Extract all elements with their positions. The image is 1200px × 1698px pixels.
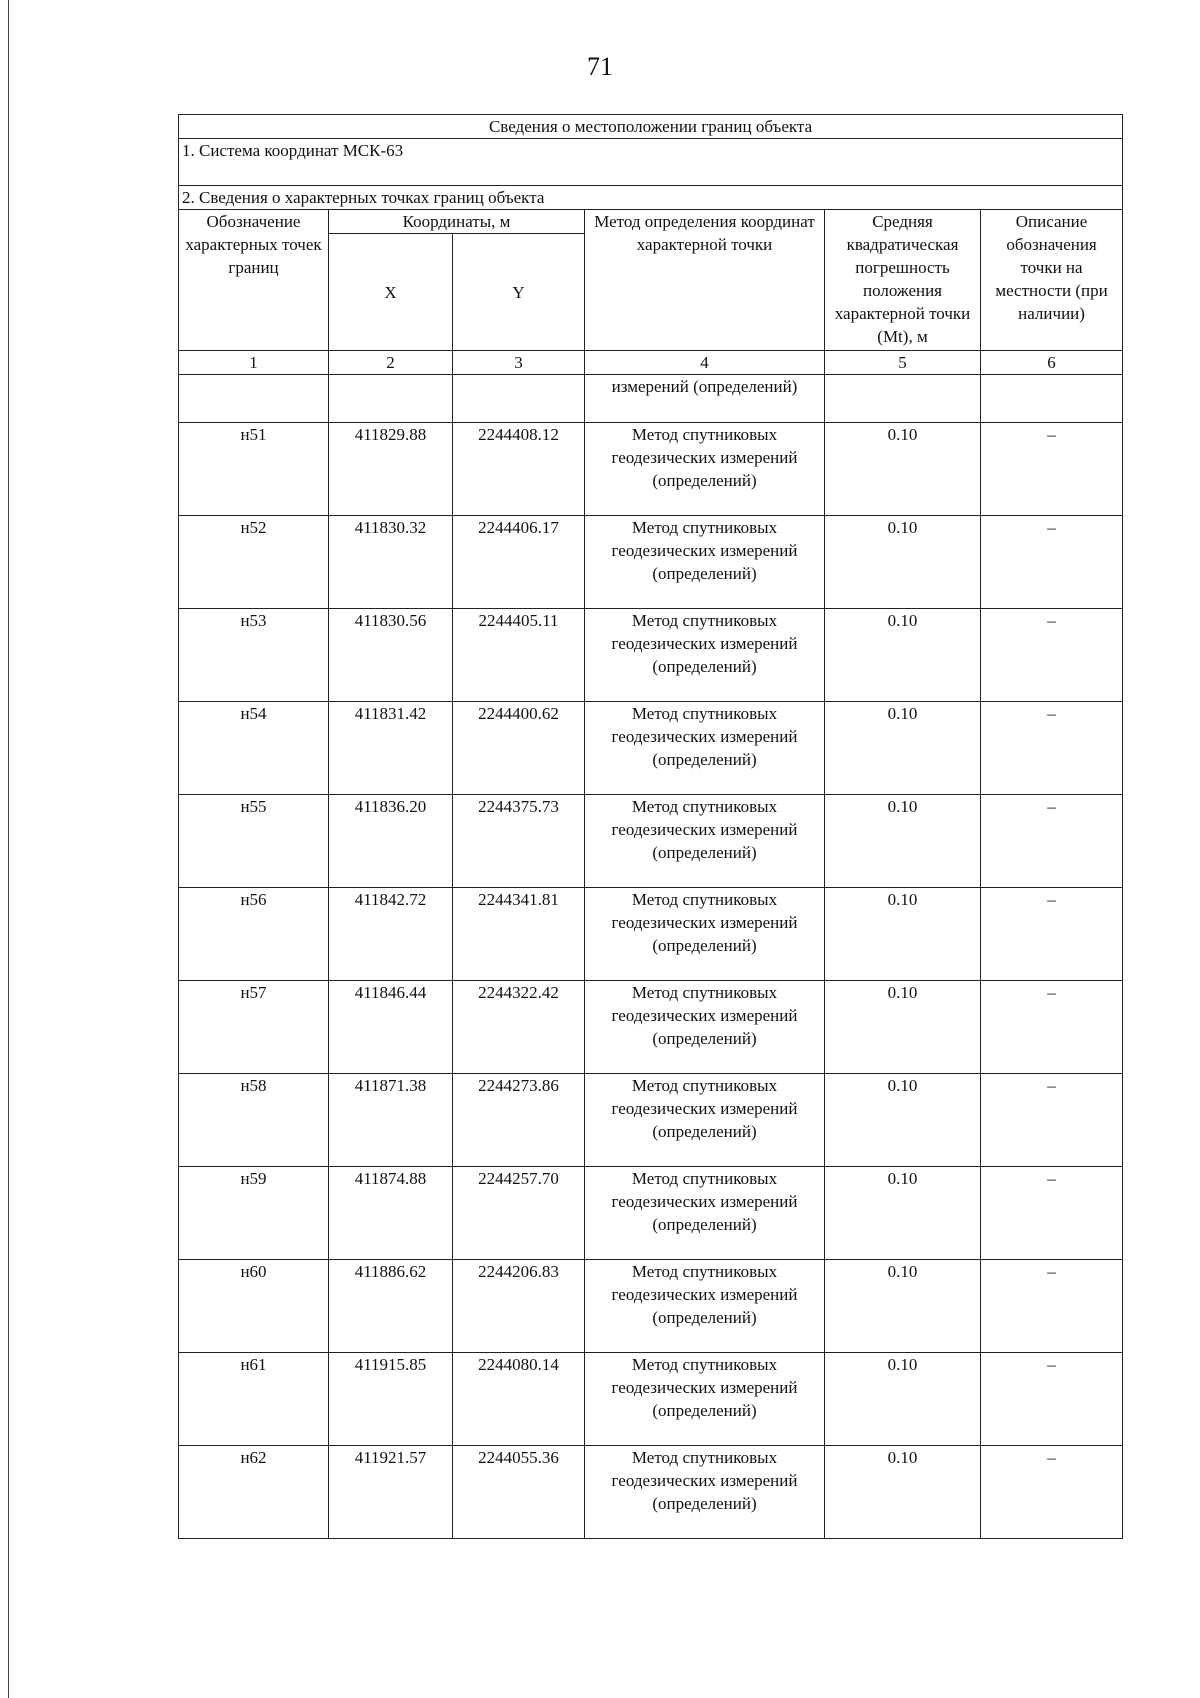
y-cell: 2244322.42 [453, 981, 585, 1074]
point-cell: н62 [179, 1446, 329, 1539]
method-cell: Метод спутниковых геодезических измерений (определений) [585, 1260, 825, 1353]
method-cell: Метод спутниковых геодезических измерений (определений) [585, 888, 825, 981]
table-row [179, 1074, 1123, 1167]
description-cell: – [981, 1446, 1123, 1539]
table-row [179, 981, 1123, 1074]
y-cell: 2244206.83 [453, 1260, 585, 1353]
header-description: Описание обозначения точки на местности (при наличии) [981, 210, 1123, 351]
description-cell: – [981, 1167, 1123, 1260]
y-cell: 2244375.73 [453, 795, 585, 888]
method-cell: Метод спутниковых геодезических измерений (определений) [585, 516, 825, 609]
y-cell: 2244406.17 [453, 516, 585, 609]
y-cell: 2244055.36 [453, 1446, 585, 1539]
y-cell: 2244273.86 [453, 1074, 585, 1167]
point-cell: н51 [179, 423, 329, 516]
table-row [179, 423, 1123, 516]
description-cell: – [981, 1353, 1123, 1446]
table-row [179, 1260, 1123, 1353]
mt-cell: 0.10 [825, 1074, 981, 1167]
mt-cell: 0.10 [825, 1260, 981, 1353]
header-coordinates: Координаты, м [329, 210, 585, 234]
description-cell [981, 375, 1123, 423]
method-cell: Метод спутниковых геодезических измерений (определений) [585, 981, 825, 1074]
description-cell: – [981, 1074, 1123, 1167]
y-cell [453, 375, 585, 423]
x-cell: 411871.38 [329, 1074, 453, 1167]
continuation-row [179, 375, 1123, 423]
y-cell: 2244408.12 [453, 423, 585, 516]
header-x: X [329, 234, 453, 351]
description-cell: – [981, 888, 1123, 981]
x-cell: 411830.32 [329, 516, 453, 609]
x-cell: 411846.44 [329, 981, 453, 1074]
mt-cell: 0.10 [825, 609, 981, 702]
x-cell [329, 375, 453, 423]
description-cell: – [981, 795, 1123, 888]
mt-cell: 0.10 [825, 795, 981, 888]
point-cell: н55 [179, 795, 329, 888]
scan-page-edge [8, 0, 9, 1698]
mt-cell: 0.10 [825, 1167, 981, 1260]
point-cell: н56 [179, 888, 329, 981]
column-number: 6 [981, 351, 1123, 375]
table-row [179, 702, 1123, 795]
method-cell: Метод спутниковых геодезических измерений (определений) [585, 795, 825, 888]
x-cell: 411830.56 [329, 609, 453, 702]
method-cell: Метод спутниковых геодезических измерений (определений) [585, 702, 825, 795]
y-cell: 2244341.81 [453, 888, 585, 981]
header-point-designation: Обозначение характерных точек границ [179, 210, 329, 351]
point-cell: н61 [179, 1353, 329, 1446]
x-cell: 411886.62 [329, 1260, 453, 1353]
table-row [179, 795, 1123, 888]
description-cell: – [981, 609, 1123, 702]
header-method: Метод определения координат характерной точки [585, 210, 825, 351]
mt-cell: 0.10 [825, 423, 981, 516]
table-row [179, 1167, 1123, 1260]
mt-cell: 0.10 [825, 1353, 981, 1446]
method-cell: Метод спутниковых геодезических измерений (определений) [585, 609, 825, 702]
mt-cell: 0.10 [825, 702, 981, 795]
point-cell: н58 [179, 1074, 329, 1167]
method-cell: Метод спутниковых геодезических измерений (определений) [585, 1074, 825, 1167]
table-row [179, 888, 1123, 981]
description-cell: – [981, 1260, 1123, 1353]
table-row [179, 1446, 1123, 1539]
y-cell: 2244257.70 [453, 1167, 585, 1260]
x-cell: 411829.88 [329, 423, 453, 516]
point-cell [179, 375, 329, 423]
mt-cell: 0.10 [825, 1446, 981, 1539]
method-cell: Метод спутниковых геодезических измерений (определений) [585, 1167, 825, 1260]
mt-cell: 0.10 [825, 981, 981, 1074]
point-cell: н59 [179, 1167, 329, 1260]
x-cell: 411915.85 [329, 1353, 453, 1446]
column-number: 4 [585, 351, 825, 375]
method-cell: Метод спутниковых геодезических измерений (определений) [585, 423, 825, 516]
column-number: 2 [329, 351, 453, 375]
point-cell: н57 [179, 981, 329, 1074]
mt-cell: 0.10 [825, 516, 981, 609]
column-number: 1 [179, 351, 329, 375]
method-cell: Метод спутниковых геодезических измерений (определений) [585, 1446, 825, 1539]
point-cell: н52 [179, 516, 329, 609]
point-cell: н53 [179, 609, 329, 702]
point-cell: н54 [179, 702, 329, 795]
y-cell: 2244405.11 [453, 609, 585, 702]
header-mean-error: Средняя квадратическая погрешность положения характерной точки (Mt), м [825, 210, 981, 351]
mt-cell [825, 375, 981, 423]
description-cell: – [981, 981, 1123, 1074]
x-cell: 411874.88 [329, 1167, 453, 1260]
column-number: 3 [453, 351, 585, 375]
table-row [179, 609, 1123, 702]
column-number: 5 [825, 351, 981, 375]
y-cell: 2244080.14 [453, 1353, 585, 1446]
x-cell: 411921.57 [329, 1446, 453, 1539]
method-cell: Метод спутниковых геодезических измерений (определений) [585, 1353, 825, 1446]
description-cell: – [981, 516, 1123, 609]
x-cell: 411842.72 [329, 888, 453, 981]
table-title: Сведения о местоположении границ объекта [179, 115, 1123, 139]
x-cell: 411836.20 [329, 795, 453, 888]
x-cell: 411831.42 [329, 702, 453, 795]
table-row [179, 516, 1123, 609]
description-cell: – [981, 423, 1123, 516]
coordinate-system-label: 1. Система координат МСК-63 [179, 139, 1123, 186]
header-y: Y [453, 234, 585, 351]
description-cell: – [981, 702, 1123, 795]
mt-cell: 0.10 [825, 888, 981, 981]
y-cell: 2244400.62 [453, 702, 585, 795]
point-cell: н60 [179, 1260, 329, 1353]
points-section-label: 2. Сведения о характерных точках границ объекта [179, 186, 1123, 210]
table-row [179, 1353, 1123, 1446]
page-number: 71 [587, 52, 613, 81]
boundary-points-table [178, 114, 1123, 1539]
method-cell: измерений (определений) [585, 375, 825, 423]
